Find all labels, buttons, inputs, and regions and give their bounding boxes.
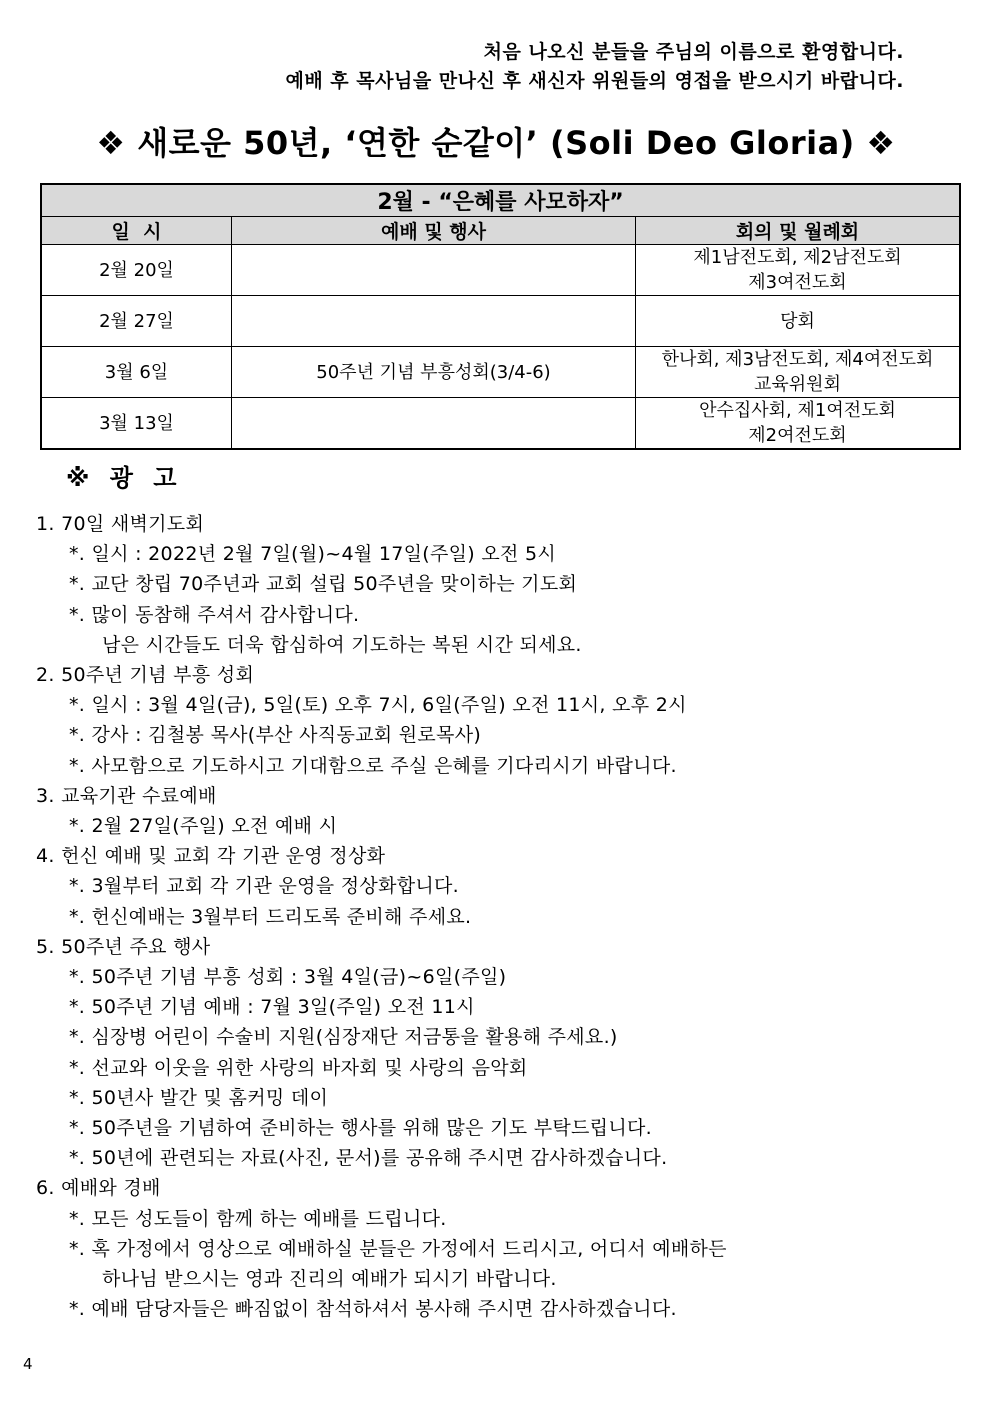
announcement-title: 6. 예배와 경배 — [36, 1177, 161, 1200]
announcement-line: *. 많이 동참해 주셔서 감사합니다. — [69, 603, 360, 626]
announcement-line: *. 50년에 관련되는 자료(사진, 문서)를 공유해 주시면 감사하겠습니다. — [69, 1147, 668, 1170]
announcement-line: *. 50년사 발간 및 홈커밍 데이 — [69, 1086, 329, 1109]
announcement-title: 5. 50주년 주요 행사 — [36, 935, 211, 958]
table-row — [41, 347, 960, 398]
announcement-line: *. 2월 27일(주일) 오전 예배 시 — [69, 815, 338, 838]
announcement-line: *. 예배 담당자들은 빠짐없이 참석하셔서 봉사해 주시면 감사하겠습니다. — [69, 1298, 677, 1321]
meeting-line: 한나회, 제3남전도회, 제4여전도회 — [661, 349, 934, 370]
announcement-title: 3. 교육기관 수료예배 — [36, 784, 217, 807]
table-row — [41, 296, 960, 347]
meeting-line: 안수집사회, 제1여전도회 — [699, 400, 896, 421]
announcement-line: *. 50주년을 기념하여 준비하는 행사를 위해 많은 기도 부탁드립니다. — [69, 1117, 652, 1140]
announcement-line: *. 선교와 이웃을 위한 사랑의 바자회 및 사랑의 음악회 — [69, 1056, 528, 1079]
announcement-line: *. 일시 : 2022년 2월 7일(월)~4월 17일(주일) 오전 5시 — [69, 543, 557, 566]
announcement-line: *. 사모함으로 기도하시고 기대함으로 주실 은혜를 기다리시기 바랍니다. — [69, 754, 677, 777]
row-event — [232, 398, 636, 450]
page-title: ❖ 새로운 50년, ‘연한 순같이’ (Soli Deo Gloria) ❖ — [96, 124, 896, 162]
announcement-title: 1. 70일 새벽기도회 — [36, 513, 205, 535]
header-meeting: 회의 및 월례회 — [636, 217, 961, 245]
header-date: 일 시 — [41, 217, 232, 245]
announcement-line: *. 3월부터 교회 각 기관 운영을 정상화합니다. — [69, 875, 460, 898]
announcement-line: *. 모든 성도들이 함께 하는 예배를 드립니다. — [69, 1207, 447, 1230]
announcement-line: *. 교단 창립 70주년과 교회 설립 50주년을 맞이하는 기도회 — [69, 573, 578, 596]
table-row — [41, 398, 960, 450]
schedule-header-row — [41, 217, 960, 245]
row-meeting — [636, 347, 961, 398]
announcements-title: ※ 광 고 — [66, 464, 183, 492]
meeting-line: 제1남전도회, 제2남전도회 — [693, 247, 902, 268]
announcement-line: 하나님 받으시는 영과 진리의 예배가 되시기 바랍니다. — [102, 1268, 557, 1291]
meeting-line: 제2여전도회 — [748, 425, 847, 446]
announcement-title: 2. 50주년 기념 부흥 성회 — [36, 664, 255, 687]
row-event — [232, 245, 636, 296]
schedule-month-title: 2월 - “은혜를 사모하자” — [41, 184, 960, 217]
row-meeting — [636, 398, 961, 450]
welcome-message — [285, 38, 904, 96]
meeting-line: 당회 — [780, 310, 815, 332]
announcement-line: *. 일시 : 3월 4일(금), 5일(토) 오후 7시, 6일(주일) 오전 11시, 오후 2시 — [69, 694, 687, 717]
announcement-line: 남은 시간들도 더욱 합심하여 기도하는 복된 시간 되세요. — [102, 633, 582, 656]
meeting-line: 교육위원회 — [754, 374, 841, 395]
announcement-line: *. 심장병 어린이 수술비 지원(심장재단 저금통을 활용해 주세요.) — [69, 1026, 618, 1049]
table-row — [41, 245, 960, 296]
announcements-list — [36, 509, 956, 1324]
schedule-month-row — [41, 184, 960, 217]
row-event: 50주년 기념 부흥성회(3/4-6) — [232, 347, 636, 398]
announcement-line: *. 50주년 기념 부흥 성회 : 3월 4일(금)~6일(주일) — [69, 966, 507, 989]
row-date: 2월 27일 — [41, 296, 232, 347]
row-date: 3월 13일 — [41, 398, 232, 450]
announcement-title: 4. 헌신 예배 및 교회 각 기관 운영 정상화 — [36, 845, 386, 868]
header-event: 예배 및 행사 — [232, 217, 636, 245]
row-date: 3월 6일 — [41, 347, 232, 398]
welcome-line-1: 처음 나오신 분들을 주님의 이름으로 환영합니다. — [483, 41, 904, 63]
row-event — [232, 296, 636, 347]
announcement-line: *. 혹 가정에서 영상으로 예배하실 분들은 가정에서 드리시고, 어디서 예배하든 — [69, 1237, 727, 1260]
row-date: 2월 20일 — [41, 245, 232, 296]
row-meeting — [636, 296, 961, 347]
row-meeting — [636, 245, 961, 296]
schedule-table — [40, 183, 961, 450]
announcement-line: *. 헌신예배는 3월부터 드리도록 준비해 주세요. — [69, 905, 472, 928]
announcement-line: *. 50주년 기념 예배 : 7월 3일(주일) 오전 11시 — [69, 996, 475, 1019]
meeting-line: 제3여전도회 — [748, 272, 847, 293]
page-number: 4 — [23, 1355, 33, 1373]
announcement-line: *. 강사 : 김철봉 목사(부산 사직동교회 원로목사) — [69, 724, 482, 747]
welcome-line-2: 예배 후 목사님을 만나신 후 새신자 위원들의 영접을 받으시기 바랍니다. — [285, 70, 904, 92]
